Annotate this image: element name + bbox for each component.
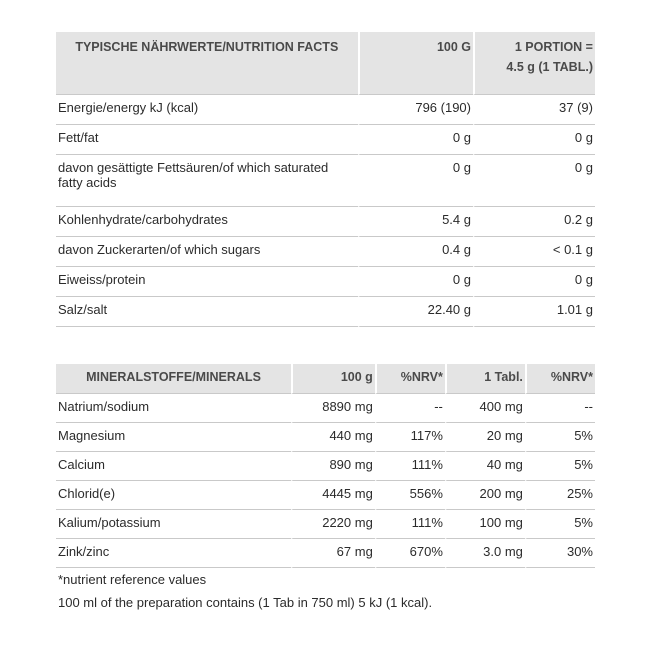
minerals-header-nrv100: %NRV*	[375, 364, 445, 394]
mineral-nrv100: 556%	[375, 481, 445, 510]
nutrient-label: Kohlenhydrate/carbohydrates	[56, 207, 358, 237]
nutrition-header-per100: 100 G	[358, 32, 473, 95]
minerals-header-per-tab: 1 Tabl.	[445, 364, 525, 394]
nutrient-portion: 37 (9)	[473, 95, 595, 125]
table-row	[56, 125, 595, 155]
table-row	[56, 207, 595, 237]
mineral-per100: 440 mg	[291, 423, 375, 452]
mineral-per100: 8890 mg	[291, 394, 375, 423]
table-row	[56, 297, 595, 327]
nutrient-portion: 0 g	[473, 155, 595, 207]
minerals-header-per100: 100 g	[291, 364, 375, 394]
mineral-label: Magnesium	[56, 423, 291, 452]
nutrition-header-portion	[473, 32, 595, 95]
mineral-per-tab: 400 mg	[445, 394, 525, 423]
nutrient-portion: 0 g	[473, 267, 595, 297]
nutrient-label: Eiweiss/protein	[56, 267, 358, 297]
mineral-per100: 67 mg	[291, 539, 375, 568]
mineral-label: Natrium/sodium	[56, 394, 291, 423]
nutrient-per100: 0 g	[358, 125, 473, 155]
mineral-nrv100: 111%	[375, 452, 445, 481]
mineral-nrv100: 670%	[375, 539, 445, 568]
nutrient-label: davon gesättigte Fettsäuren/of which saturated fatty acids	[56, 155, 358, 207]
mineral-nrv-tab: 5%	[525, 452, 595, 481]
table-row	[56, 510, 595, 539]
mineral-per100: 4445 mg	[291, 481, 375, 510]
nutrient-portion: 0.2 g	[473, 207, 595, 237]
table-row	[56, 539, 595, 568]
nutrient-per100: 22.40 g	[358, 297, 473, 327]
mineral-nrv-tab: 30%	[525, 539, 595, 568]
table-row	[56, 237, 595, 267]
nutrient-per100: 0 g	[358, 155, 473, 207]
nutrition-header-label: TYPISCHE NÄHRWERTE/NUTRITION FACTS	[56, 32, 358, 95]
preparation-footnote: 100 ml of the preparation contains (1 Tab in 750 ml) 5 kJ (1 kcal).	[58, 595, 433, 610]
nutrition-header-row	[56, 32, 595, 95]
mineral-label: Calcium	[56, 452, 291, 481]
nutrient-label: davon Zuckerarten/of which sugars	[56, 237, 358, 267]
mineral-per-tab: 40 mg	[445, 452, 525, 481]
table-row	[56, 481, 595, 510]
minerals-header-label: MINERALSTOFFE/MINERALS	[56, 364, 291, 394]
portion-header-line2: 4.5 g (1 TABL.)	[506, 60, 593, 74]
mineral-nrv-tab: 5%	[525, 423, 595, 452]
table-row	[56, 394, 595, 423]
mineral-nrv100: --	[375, 394, 445, 423]
mineral-nrv100: 111%	[375, 510, 445, 539]
table-row	[56, 423, 595, 452]
mineral-per100: 2220 mg	[291, 510, 375, 539]
mineral-nrv-tab: 25%	[525, 481, 595, 510]
nutrient-label: Salz/salt	[56, 297, 358, 327]
nutrient-portion: 1.01 g	[473, 297, 595, 327]
nutrient-per100: 5.4 g	[358, 207, 473, 237]
mineral-per-tab: 200 mg	[445, 481, 525, 510]
table-row	[56, 452, 595, 481]
portion-header-line1: 1 PORTION =	[514, 40, 593, 54]
mineral-nrv-tab: 5%	[525, 510, 595, 539]
minerals-table	[56, 364, 595, 568]
table-row	[56, 155, 595, 207]
nutrient-label: Energie/energy kJ (kcal)	[56, 95, 358, 125]
minerals-header-row	[56, 364, 595, 394]
nutrient-portion: < 0.1 g	[473, 237, 595, 267]
nutrient-per100: 0 g	[358, 267, 473, 297]
mineral-per100: 890 mg	[291, 452, 375, 481]
mineral-label: Zink/zinc	[56, 539, 291, 568]
nutrient-per100: 0.4 g	[358, 237, 473, 267]
table-row	[56, 95, 595, 125]
nutrient-per100: 796 (190)	[358, 95, 473, 125]
mineral-label: Kalium/potassium	[56, 510, 291, 539]
mineral-nrv-tab: --	[525, 394, 595, 423]
nrv-footnote: *nutrient reference values	[58, 572, 207, 587]
mineral-per-tab: 20 mg	[445, 423, 525, 452]
table-row	[56, 267, 595, 297]
mineral-per-tab: 100 mg	[445, 510, 525, 539]
nutrition-facts-table	[56, 32, 595, 327]
nutrient-label: Fett/fat	[56, 125, 358, 155]
mineral-per-tab: 3.0 mg	[445, 539, 525, 568]
mineral-nrv100: 117%	[375, 423, 445, 452]
nutrient-portion: 0 g	[473, 125, 595, 155]
mineral-label: Chlorid(e)	[56, 481, 291, 510]
minerals-header-nrv-tab: %NRV*	[525, 364, 595, 394]
